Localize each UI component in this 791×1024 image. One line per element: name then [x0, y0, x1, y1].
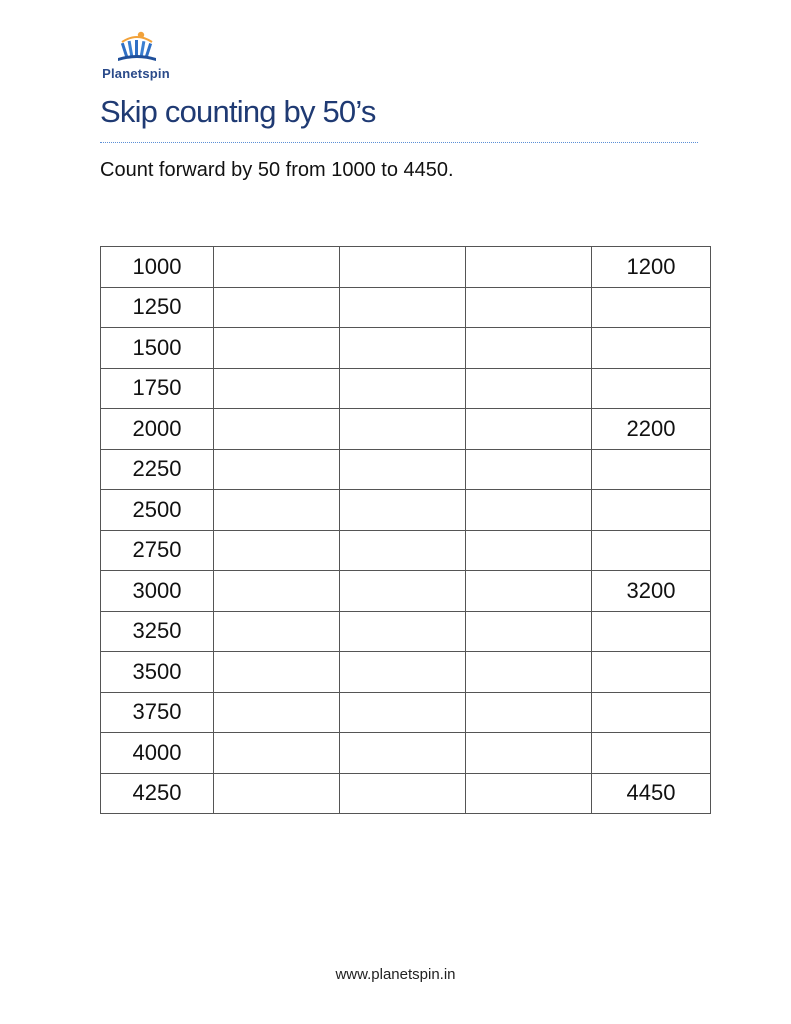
answer-cell[interactable] — [340, 247, 466, 288]
logo-bar — [140, 41, 146, 57]
answer-cell[interactable] — [466, 692, 592, 733]
table-row — [101, 328, 711, 369]
answer-cell[interactable] — [214, 490, 340, 531]
footer-website: www.planetspin.in — [335, 966, 456, 983]
answer-cell[interactable] — [214, 368, 340, 409]
answer-cell[interactable] — [340, 692, 466, 733]
answer-cell[interactable] — [592, 490, 711, 531]
given-number-cell: 1000 — [101, 247, 214, 288]
answer-cell[interactable] — [214, 733, 340, 774]
table-row — [101, 530, 711, 571]
table-row — [101, 490, 711, 531]
given-number-cell: 1750 — [101, 368, 214, 409]
answer-cell[interactable] — [214, 571, 340, 612]
given-number-cell: 2750 — [101, 530, 214, 571]
answer-cell[interactable] — [214, 409, 340, 450]
table-row — [101, 368, 711, 409]
given-number-cell: 2000 — [101, 409, 214, 450]
given-number-cell: 1200 — [592, 247, 711, 288]
answer-cell[interactable] — [214, 530, 340, 571]
answer-cell[interactable] — [592, 287, 711, 328]
answer-cell[interactable] — [592, 652, 711, 693]
given-number-cell: 1250 — [101, 287, 214, 328]
table-row — [101, 773, 711, 814]
answer-cell[interactable] — [340, 611, 466, 652]
answer-cell[interactable] — [340, 409, 466, 450]
table-row — [101, 733, 711, 774]
answer-cell[interactable] — [592, 530, 711, 571]
answer-cell[interactable] — [592, 328, 711, 369]
answer-cell[interactable] — [214, 247, 340, 288]
brand-logo — [98, 30, 178, 86]
title-divider — [100, 142, 698, 143]
answer-cell[interactable] — [466, 611, 592, 652]
table-row — [101, 652, 711, 693]
given-number-cell: 3500 — [101, 652, 214, 693]
given-number-cell: 2200 — [592, 409, 711, 450]
answer-cell[interactable] — [466, 287, 592, 328]
answer-cell[interactable] — [340, 652, 466, 693]
brand-name: Planetspin — [102, 66, 170, 81]
counting-grid-body — [101, 247, 711, 814]
table-row — [101, 611, 711, 652]
given-number-cell: 4250 — [101, 773, 214, 814]
answer-cell[interactable] — [214, 287, 340, 328]
given-number-cell: 3200 — [592, 571, 711, 612]
answer-cell[interactable] — [466, 328, 592, 369]
logo-bar — [135, 40, 138, 57]
answer-cell[interactable] — [466, 733, 592, 774]
table-row — [101, 571, 711, 612]
answer-cell[interactable] — [214, 773, 340, 814]
answer-cell[interactable] — [340, 287, 466, 328]
answer-cell[interactable] — [214, 652, 340, 693]
answer-cell[interactable] — [214, 611, 340, 652]
page-title: Skip counting by 50’s — [100, 94, 376, 129]
instruction-text: Count forward by 50 from 1000 to 4450. — [100, 159, 454, 181]
table-row — [101, 692, 711, 733]
answer-cell[interactable] — [340, 530, 466, 571]
answer-cell[interactable] — [592, 692, 711, 733]
counting-grid — [100, 246, 711, 814]
given-number-cell: 4000 — [101, 733, 214, 774]
answer-cell[interactable] — [466, 652, 592, 693]
given-number-cell: 1500 — [101, 328, 214, 369]
given-number-cell: 3250 — [101, 611, 214, 652]
table-row — [101, 287, 711, 328]
table-row — [101, 409, 711, 450]
answer-cell[interactable] — [340, 571, 466, 612]
answer-cell[interactable] — [340, 490, 466, 531]
answer-cell[interactable] — [466, 773, 592, 814]
given-number-cell: 2500 — [101, 490, 214, 531]
answer-cell[interactable] — [592, 368, 711, 409]
given-number-cell: 2250 — [101, 449, 214, 490]
answer-cell[interactable] — [340, 449, 466, 490]
answer-cell[interactable] — [592, 611, 711, 652]
answer-cell[interactable] — [466, 247, 592, 288]
answer-cell[interactable] — [466, 449, 592, 490]
answer-cell[interactable] — [466, 490, 592, 531]
logo-bar — [145, 43, 152, 57]
answer-cell[interactable] — [466, 368, 592, 409]
answer-cell[interactable] — [214, 692, 340, 733]
answer-cell[interactable] — [592, 733, 711, 774]
logo-book-base — [118, 55, 156, 61]
table-row — [101, 449, 711, 490]
answer-cell[interactable] — [340, 368, 466, 409]
answer-cell[interactable] — [340, 328, 466, 369]
answer-cell[interactable] — [466, 571, 592, 612]
answer-cell[interactable] — [214, 449, 340, 490]
answer-cell[interactable] — [466, 530, 592, 571]
answer-cell[interactable] — [592, 449, 711, 490]
logo-bar — [121, 43, 128, 57]
answer-cell[interactable] — [466, 409, 592, 450]
table-row — [101, 247, 711, 288]
book-logo-icon — [114, 30, 160, 66]
answer-cell[interactable] — [340, 733, 466, 774]
answer-cell[interactable] — [214, 328, 340, 369]
answer-cell[interactable] — [340, 773, 466, 814]
given-number-cell: 3750 — [101, 692, 214, 733]
logo-bar — [128, 41, 134, 57]
given-number-cell: 4450 — [592, 773, 711, 814]
given-number-cell: 3000 — [101, 571, 214, 612]
